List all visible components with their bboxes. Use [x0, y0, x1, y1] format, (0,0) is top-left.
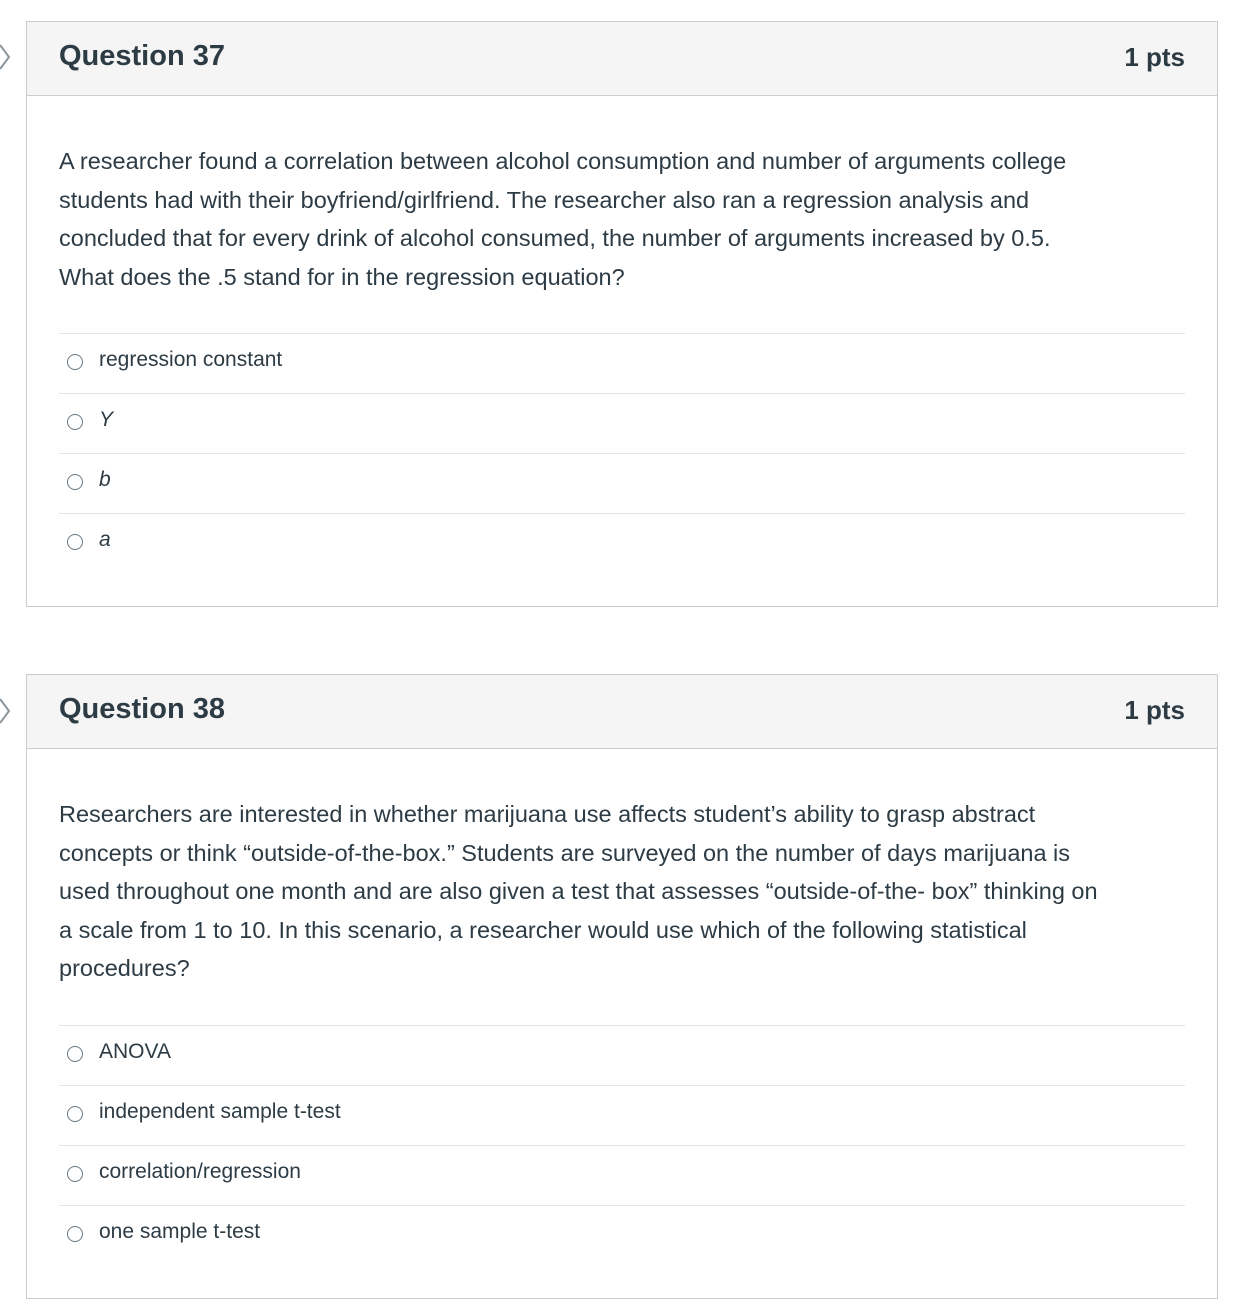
- answer-label: a: [99, 528, 111, 551]
- question-title: Question 37: [59, 40, 225, 72]
- question-text: [59, 142, 1193, 296]
- radio-unchecked-icon[interactable]: [67, 474, 83, 490]
- answer-label: ANOVA: [99, 1040, 171, 1063]
- radio-unchecked-icon[interactable]: [67, 414, 83, 430]
- question-text-line: a scale from 1 to 10. In this scenario, a researcher would use which of the following statistical: [59, 916, 1027, 943]
- question-text-line: What does the .5 stand for in the regression equation?: [59, 263, 625, 290]
- question-text-line: students had with their boyfriend/girlfriend. The researcher also ran a regression analysis and: [59, 186, 1030, 213]
- answer-label: independent sample t-test: [99, 1100, 341, 1123]
- answer-option[interactable]: [59, 1025, 1185, 1085]
- radio-unchecked-icon[interactable]: [67, 354, 83, 370]
- chevron-right-icon[interactable]: [0, 696, 12, 726]
- answer-label: Y: [99, 408, 114, 431]
- answer-option[interactable]: [59, 1085, 1185, 1145]
- question-points: 1 pts: [1124, 695, 1185, 725]
- radio-unchecked-icon[interactable]: [67, 1106, 83, 1122]
- answer-label: regression constant: [99, 348, 283, 371]
- question-header: [27, 22, 1217, 96]
- answer-option[interactable]: [59, 333, 1185, 393]
- answer-label: b: [99, 468, 111, 491]
- answer-option[interactable]: [59, 453, 1185, 513]
- question-text-line: Researchers are interested in whether marijuana use affects student’s ability to grasp abstract: [59, 801, 1036, 827]
- answer-list: [59, 1025, 1185, 1265]
- radio-unchecked-icon[interactable]: [67, 1046, 83, 1062]
- answer-option[interactable]: [59, 1205, 1185, 1265]
- question-text-line: concluded that for every drink of alcohol consumed, the number of arguments increased by 0.5.: [59, 225, 1051, 251]
- question-points: 1 pts: [1124, 42, 1185, 72]
- question-37: [26, 21, 1218, 607]
- question-title: Question 38: [59, 693, 225, 725]
- answer-option[interactable]: [59, 513, 1185, 573]
- radio-unchecked-icon[interactable]: [67, 534, 83, 550]
- question-header: [27, 675, 1217, 749]
- question-text-line: A researcher found a correlation between alcohol consumption and number of arguments college: [59, 148, 1067, 174]
- answer-option[interactable]: [59, 1145, 1185, 1205]
- question-text-line: concepts or think “outside-of-the-box.” Students are surveyed on the number of days marijuana is: [59, 839, 1071, 866]
- radio-unchecked-icon[interactable]: [67, 1226, 83, 1242]
- question-text-line: procedures?: [59, 955, 190, 981]
- question-38: [26, 674, 1218, 1299]
- answer-option[interactable]: [59, 393, 1185, 453]
- chevron-right-icon[interactable]: [0, 42, 12, 72]
- question-text-line: used throughout one month and are also given a test that assesses “outside-of-the- box” thinking on: [59, 878, 1098, 904]
- answer-label: one sample t-test: [99, 1220, 261, 1243]
- radio-unchecked-icon[interactable]: [67, 1166, 83, 1182]
- answer-label: correlation/regression: [99, 1160, 301, 1183]
- question-text: [59, 795, 1193, 988]
- answer-list: [59, 333, 1185, 573]
